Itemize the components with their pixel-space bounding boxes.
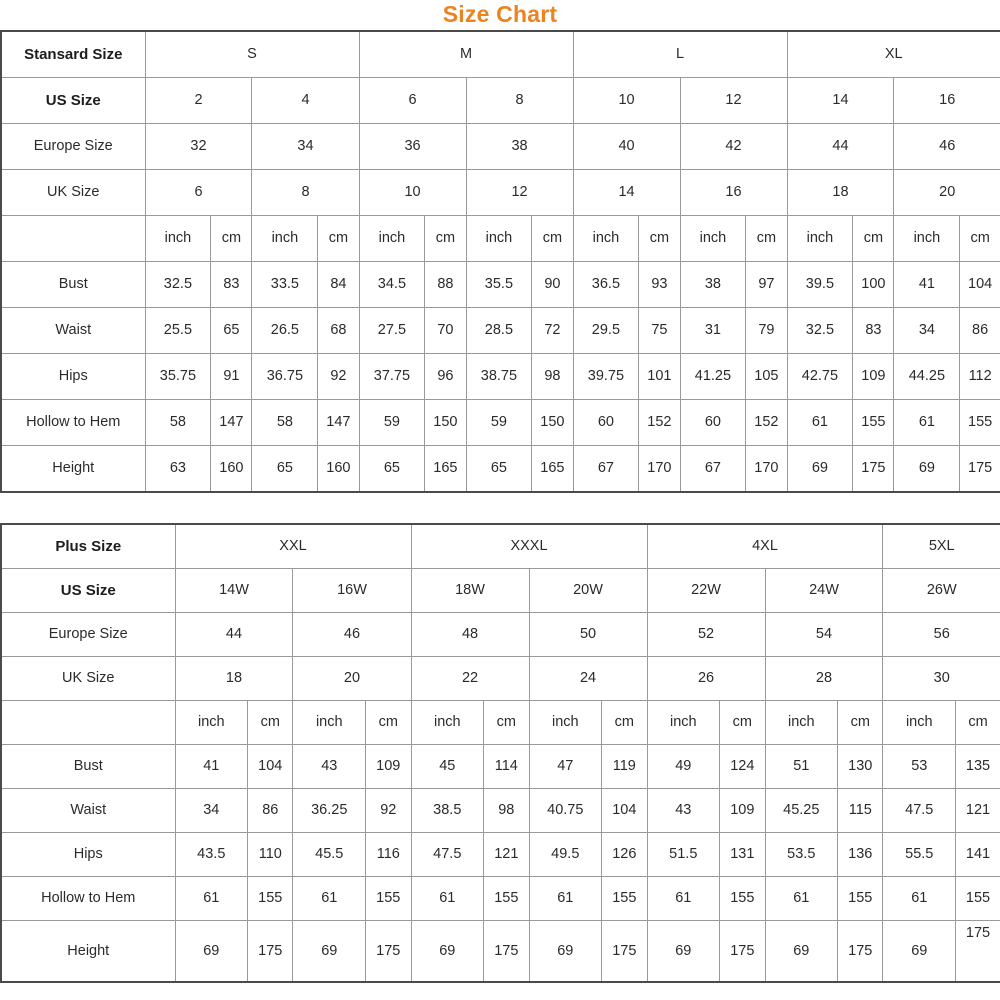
table-row [1,262,1000,308]
measurement-cell: 69 [883,921,956,983]
unit-header-inch: inch [894,216,960,262]
row-label-waist: Waist [1,789,175,833]
measurement-cell: 51 [765,745,838,789]
measurement-cell: 41 [894,262,960,308]
measurement-cell: 65 [466,446,532,493]
row-label-uk-size: UK Size [1,657,175,701]
size-cell: 16 [680,170,787,216]
measurement-cell: 69 [647,921,720,983]
plus-size-table [0,523,1000,983]
row-label-hips: Hips [1,354,145,400]
measurement-cell: 110 [248,833,293,877]
measurement-cell: 175 [366,921,411,983]
measurement-cell: 69 [787,446,853,493]
unit-row [1,216,1000,262]
size-cell: 12 [466,170,573,216]
measurement-cell: 36.5 [573,262,639,308]
measurement-cell: 60 [573,400,639,446]
measurement-cell: 112 [960,354,1000,400]
measurement-cell: 32.5 [787,308,853,354]
measurement-cell: 55.5 [883,833,956,877]
unit-header-cm: cm [366,701,411,745]
size-cell: 46 [894,124,1000,170]
measurement-cell: 49 [647,745,720,789]
measurement-cell: 33.5 [252,262,318,308]
size-cell: 36 [359,124,466,170]
measurement-cell: 155 [602,877,647,921]
measurement-cell: 155 [838,877,883,921]
measurement-cell: 75 [639,308,680,354]
measurement-cell: 32.5 [145,262,211,308]
row-label-europe-size: Europe Size [1,124,145,170]
measurement-cell: 104 [248,745,293,789]
measurement-cell: 45 [411,745,484,789]
unit-header-cm: cm [211,216,252,262]
measurement-cell: 88 [425,262,466,308]
measurement-cell: 49.5 [529,833,602,877]
size-cell: 48 [411,613,529,657]
row-label-height: Height [1,446,145,493]
measurement-cell: 86 [248,789,293,833]
measurement-cell: 59 [359,400,425,446]
size-cell: 18 [175,657,293,701]
measurement-cell: 47.5 [411,833,484,877]
measurement-cell: 68 [318,308,359,354]
size-cell: 44 [787,124,894,170]
measurement-cell: 61 [894,400,960,446]
measurement-cell: 101 [639,354,680,400]
size-cell: 50 [529,613,647,657]
measurement-cell: 59 [466,400,532,446]
row-label-hips: Hips [1,833,175,877]
measurement-cell: 160 [211,446,252,493]
measurement-cell: 109 [366,745,411,789]
size-cell: 26 [647,657,765,701]
unit-header-cm: cm [838,701,883,745]
size-cell: 32 [145,124,252,170]
measurement-cell: 58 [145,400,211,446]
measurement-cell: 98 [532,354,573,400]
measurement-cell: 86 [960,308,1000,354]
measurement-cell: 98 [484,789,529,833]
size-cell: 10 [573,78,680,124]
measurement-cell: 104 [602,789,647,833]
measurement-cell: 69 [765,921,838,983]
measurement-cell: 119 [602,745,647,789]
measurement-cell: 39.5 [787,262,853,308]
measurement-cell: 155 [960,400,1000,446]
size-cell: 20 [894,170,1000,216]
measurement-cell: 105 [746,354,787,400]
unit-header-inch: inch [359,216,425,262]
measurement-cell: 31 [680,308,746,354]
row-label-height: Height [1,921,175,983]
unit-header-inch: inch [647,701,720,745]
unit-header-cm: cm [248,701,293,745]
measurement-cell: 65 [252,446,318,493]
measurement-cell: 45.25 [765,789,838,833]
measurement-cell: 61 [293,877,366,921]
row-label-waist: Waist [1,308,145,354]
table-row [1,446,1000,493]
measurement-cell: 58 [252,400,318,446]
size-cell: 8 [466,78,573,124]
unit-header-cm: cm [602,701,647,745]
group-header-row [1,524,1000,569]
measurement-cell: 109 [720,789,765,833]
size-cell: 46 [293,613,411,657]
measurement-cell: 175 [838,921,883,983]
measurement-cell: 150 [425,400,466,446]
measurement-cell: 121 [484,833,529,877]
unit-header-inch: inch [411,701,484,745]
unit-row-blank-label [1,216,145,262]
measurement-cell: 170 [746,446,787,493]
measurement-cell: 90 [532,262,573,308]
measurement-cell: 155 [720,877,765,921]
size-cell: 16W [293,569,411,613]
measurement-cell: 36.75 [252,354,318,400]
measurement-cell: 84 [318,262,359,308]
unit-row-blank-label [1,701,175,745]
measurement-cell: 170 [639,446,680,493]
group-header-l: L [573,31,787,78]
measurement-cell: 83 [853,308,894,354]
measurement-cell: 92 [318,354,359,400]
page-title: Size Chart [442,1,558,27]
table-row [1,354,1000,400]
measurement-cell: 152 [639,400,680,446]
measurement-cell: 44.25 [894,354,960,400]
table-row [1,921,1000,983]
measurement-cell: 26.5 [252,308,318,354]
measurement-cell: 69 [175,921,248,983]
row-label-bust: Bust [1,262,145,308]
measurement-cell: 126 [602,833,647,877]
measurement-cell: 61 [647,877,720,921]
table-row [1,78,1000,124]
measurement-cell: 155 [484,877,529,921]
measurement-cell: 27.5 [359,308,425,354]
unit-header-inch: inch [145,216,211,262]
size-cell: 14W [175,569,293,613]
unit-header-cm: cm [853,216,894,262]
size-cell: 54 [765,613,883,657]
unit-header-inch: inch [883,701,956,745]
size-cell: 14 [787,78,894,124]
measurement-cell: 67 [680,446,746,493]
measurement-cell: 69 [529,921,602,983]
measurement-cell: 116 [366,833,411,877]
measurement-cell: 38.5 [411,789,484,833]
unit-header-inch: inch [252,216,318,262]
unit-header-inch: inch [680,216,746,262]
measurement-cell: 42.75 [787,354,853,400]
measurement-cell: 83 [211,262,252,308]
size-cell: 38 [466,124,573,170]
size-cell: 18W [411,569,529,613]
table-row [1,877,1000,921]
size-cell: 8 [252,170,359,216]
measurement-cell: 34 [175,789,248,833]
measurement-cell: 96 [425,354,466,400]
measurement-cell: 51.5 [647,833,720,877]
measurement-cell: 155 [366,877,411,921]
table-row [1,657,1000,701]
measurement-cell: 61 [883,877,956,921]
size-cell: 10 [359,170,466,216]
measurement-cell: 155 [853,400,894,446]
measurement-cell: 61 [787,400,853,446]
row-label-europe-size: Europe Size [1,613,175,657]
size-cell: 26W [883,569,1000,613]
size-cell: 6 [145,170,252,216]
unit-row [1,701,1000,745]
measurement-cell: 39.75 [573,354,639,400]
measurement-cell: 35.75 [145,354,211,400]
size-cell: 24 [529,657,647,701]
measurement-cell: 175 [484,921,529,983]
group-header-xxl: XXL [175,524,411,569]
group-header-s: S [145,31,359,78]
table-row [1,308,1000,354]
unit-header-cm: cm [639,216,680,262]
measurement-cell: 69 [894,446,960,493]
measurement-cell: 70 [425,308,466,354]
measurement-cell: 61 [411,877,484,921]
unit-header-cm: cm [956,701,1000,745]
measurement-cell: 104 [960,262,1000,308]
measurement-cell: 61 [765,877,838,921]
unit-header-inch: inch [293,701,366,745]
measurement-cell: 38 [680,262,746,308]
measurement-cell: 97 [746,262,787,308]
measurement-cell: 175 [960,446,1000,493]
table-row [1,789,1000,833]
row-label-bust: Bust [1,745,175,789]
measurement-cell: 130 [838,745,883,789]
measurement-cell: 100 [853,262,894,308]
measurement-cell: 35.5 [466,262,532,308]
measurement-cell: 45.5 [293,833,366,877]
measurement-cell: 63 [145,446,211,493]
table-label-cell: Stansard Size [1,31,145,78]
size-cell: 12 [680,78,787,124]
standard-size-table [0,30,1000,493]
unit-header-inch: inch [787,216,853,262]
measurement-cell: 165 [532,446,573,493]
unit-header-cm: cm [960,216,1000,262]
size-cell: 24W [765,569,883,613]
group-header-xxxl: XXXL [411,524,647,569]
measurement-cell: 36.25 [293,789,366,833]
measurement-cell: 28.5 [466,308,532,354]
measurement-cell: 155 [248,877,293,921]
table-row [1,833,1000,877]
measurement-cell: 72 [532,308,573,354]
group-header-row [1,31,1000,78]
table-label-cell: Plus Size [1,524,175,569]
row-label-us-size: US Size [1,569,175,613]
measurement-cell: 175 [602,921,647,983]
size-cell: 42 [680,124,787,170]
measurement-cell: 175 [853,446,894,493]
row-label-hollow-to-hem: Hollow to Hem [1,400,145,446]
unit-header-cm: cm [484,701,529,745]
measurement-cell: 136 [838,833,883,877]
measurement-cell: 124 [720,745,765,789]
measurement-cell: 37.75 [359,354,425,400]
measurement-cell: 47.5 [883,789,956,833]
measurement-cell: 109 [853,354,894,400]
measurement-cell: 40.75 [529,789,602,833]
size-cell: 2 [145,78,252,124]
measurement-cell: 25.5 [145,308,211,354]
measurement-cell: 93 [639,262,680,308]
measurement-cell: 135 [956,745,1000,789]
measurement-cell: 41 [175,745,248,789]
measurement-cell: 34 [894,308,960,354]
measurement-cell: 150 [532,400,573,446]
measurement-cell: 38.75 [466,354,532,400]
unit-header-cm: cm [720,701,765,745]
unit-header-inch: inch [765,701,838,745]
measurement-cell: 43.5 [175,833,248,877]
measurement-cell: 61 [529,877,602,921]
size-cell: 20 [293,657,411,701]
measurement-cell: 147 [211,400,252,446]
group-header-5xl: 5XL [883,524,1000,569]
unit-header-inch: inch [529,701,602,745]
measurement-cell: 43 [647,789,720,833]
group-header-m: M [359,31,573,78]
table-row [1,124,1000,170]
measurement-cell: 175 [956,921,1000,983]
size-cell: 22 [411,657,529,701]
unit-header-cm: cm [532,216,573,262]
measurement-cell: 121 [956,789,1000,833]
size-cell: 56 [883,613,1000,657]
size-cell: 52 [647,613,765,657]
measurement-cell: 152 [746,400,787,446]
table-row [1,613,1000,657]
group-header-xl: XL [787,31,1000,78]
measurement-cell: 47 [529,745,602,789]
measurement-cell: 114 [484,745,529,789]
unit-header-cm: cm [746,216,787,262]
row-label-uk-size: UK Size [1,170,145,216]
size-cell: 14 [573,170,680,216]
group-header-4xl: 4XL [647,524,883,569]
size-cell: 44 [175,613,293,657]
unit-header-cm: cm [425,216,466,262]
measurement-cell: 69 [411,921,484,983]
measurement-cell: 34.5 [359,262,425,308]
measurement-cell: 61 [175,877,248,921]
measurement-cell: 53 [883,745,956,789]
measurement-cell: 115 [838,789,883,833]
measurement-cell: 131 [720,833,765,877]
size-cell: 40 [573,124,680,170]
unit-header-inch: inch [175,701,248,745]
measurement-cell: 65 [359,446,425,493]
size-cell: 34 [252,124,359,170]
measurement-cell: 175 [248,921,293,983]
measurement-cell: 29.5 [573,308,639,354]
size-cell: 16 [894,78,1000,124]
unit-header-cm: cm [318,216,359,262]
measurement-cell: 141 [956,833,1000,877]
measurement-cell: 65 [211,308,252,354]
measurement-cell: 155 [956,877,1000,921]
size-cell: 4 [252,78,359,124]
table-row [1,400,1000,446]
unit-header-inch: inch [573,216,639,262]
measurement-cell: 67 [573,446,639,493]
measurement-cell: 147 [318,400,359,446]
size-cell: 18 [787,170,894,216]
measurement-cell: 43 [293,745,366,789]
table-row [1,170,1000,216]
measurement-cell: 165 [425,446,466,493]
size-cell: 6 [359,78,466,124]
size-cell: 20W [529,569,647,613]
measurement-cell: 60 [680,400,746,446]
size-cell: 30 [883,657,1000,701]
size-cell: 28 [765,657,883,701]
measurement-cell: 160 [318,446,359,493]
size-cell: 22W [647,569,765,613]
measurement-cell: 91 [211,354,252,400]
row-label-hollow-to-hem: Hollow to Hem [1,877,175,921]
measurement-cell: 92 [366,789,411,833]
unit-header-inch: inch [466,216,532,262]
measurement-cell: 41.25 [680,354,746,400]
row-label-us-size: US Size [1,78,145,124]
measurement-cell: 69 [293,921,366,983]
measurement-cell: 175 [720,921,765,983]
measurement-cell: 79 [746,308,787,354]
table-row [1,569,1000,613]
table-row [1,745,1000,789]
measurement-cell: 53.5 [765,833,838,877]
